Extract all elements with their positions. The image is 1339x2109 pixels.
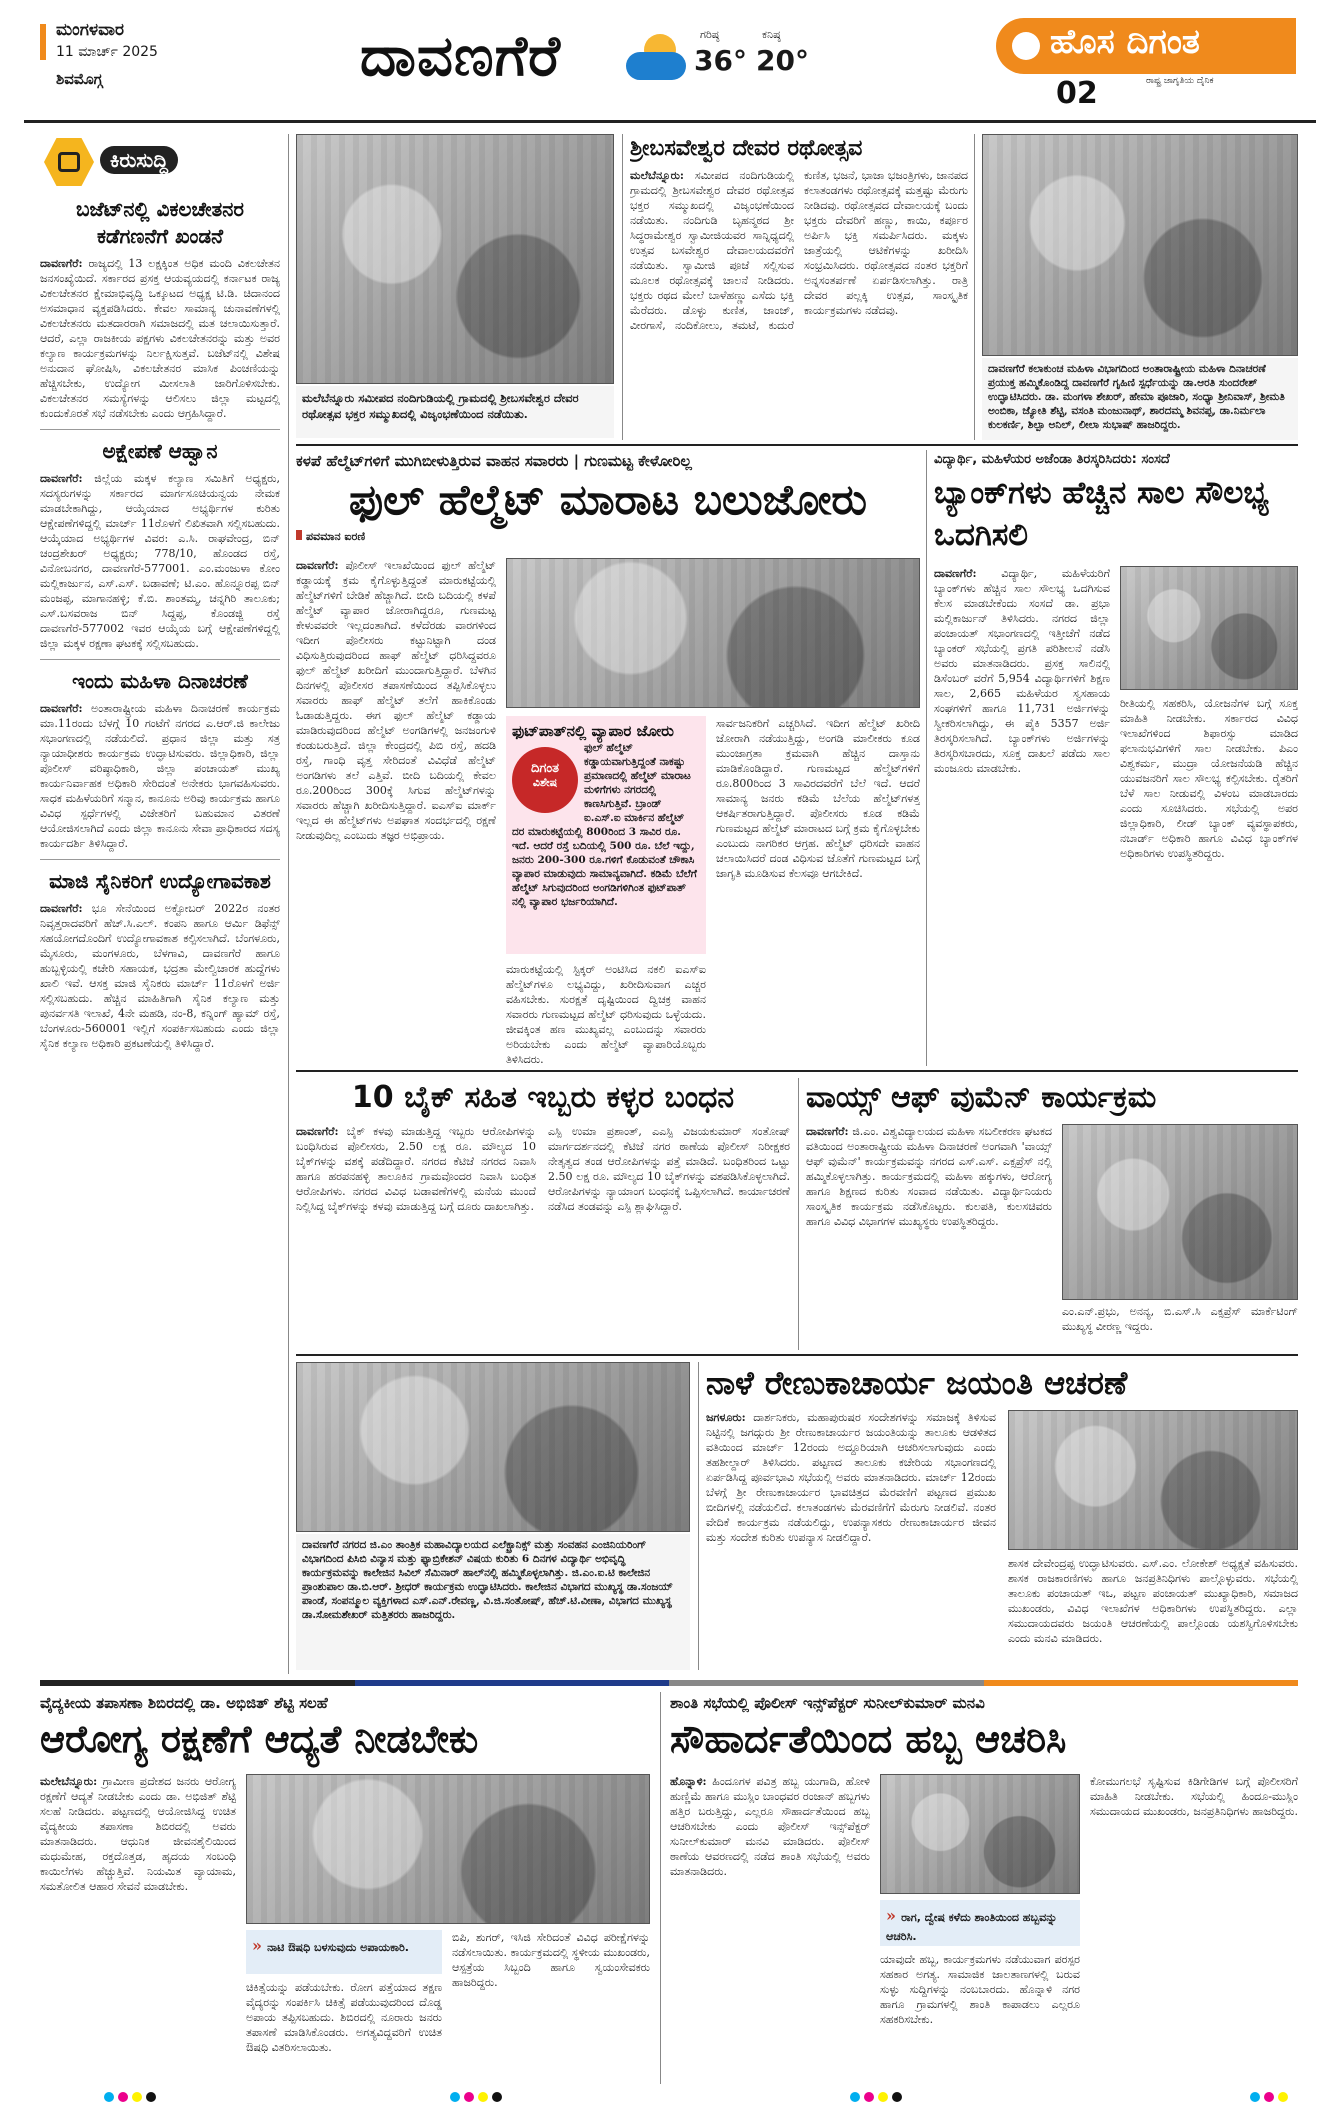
weather-icon: [622, 30, 692, 86]
column-divider: [798, 1078, 799, 1350]
divider: [40, 429, 280, 430]
renuka-meeting-photo: [1008, 1410, 1298, 1550]
sidebar-story-title: ಇಂದು ಮಹಿಳಾ ದಿನಾಚರಣೆ: [72, 669, 248, 693]
column-divider: [974, 134, 975, 440]
masthead-accent: [40, 24, 46, 60]
harmony-col2: ಯಾವುದೇ ಹಬ್ಬ, ಕಾರ್ಯಕ್ರಮಗಳು ನಡೆಯುವಾಗ ಪರಸ್ಪರ ಸಹಕಾರ ಅಗತ್ಯ. ಸಾಮಾಜಿಕ ಜಾಲತಾಣಗಳಲ್ಲಿ ಬರುವ ಸುಳ್ಳು ಸುದ್ದಿಗಳನ್ನು ನಂಬಬಾರದು. ಹೊನ್ನಾಳಿ ನಗರ ಹಾಗೂ ಗ್ರಾಮಗಳಲ್ಲಿ ಶಾಂತಿ ಕಾಪಾಡಲು ಎಲ್ಲರೂ ಸಹಕರಿಸಬೇಕು.: [880, 1953, 1080, 2026]
health-headline: ಆರೋಗ್ಯ ರಕ್ಷಣೆಗೆ ಆದ್ಯತೆ ನೀಡಬೇಕು: [40, 1717, 479, 1761]
women-headline: ವಾಯ್ಸ್ ಆಫ್ ವುಮೆನ್ ಕಾರ್ಯಕ್ರಮ: [806, 1080, 1157, 1115]
bike-headline: 10 ಬೈಕ್ ಸಹಿತ ಇಬ್ಬರು ಕಳ್ಳರ ಬಂಧನ: [351, 1080, 735, 1115]
harmony-kicker: ಶಾಂತಿ ಸಭೆಯಲ್ಲಿ ಪೊಲೀಸ್ ಇನ್ಸ್‌ಪೆಕ್ಟರ್ ಸುನೀಲ್‌ಕುಮಾರ್ ಮನವಿ: [670, 1694, 985, 1712]
harmony-col3: ಕೋಮುಗಲಭೆ ಸೃಷ್ಟಿಸುವ ಕಿಡಿಗೇಡಿಗಳ ಬಗ್ಗೆ ಪೊಲೀಸರಿಗೆ ಮಾಹಿತಿ ನೀಡಬೇಕು. ಸಭೆಯಲ್ಲಿ ಹಿಂದೂ-ಮುಸ್ಲಿಂ ಸಮುದಾಯದ ಮುಖಂಡರು, ಜನಪ್ರತಿನಿಧಿಗಳು ಹಾಜರಿದ್ದರು.: [1090, 1775, 1298, 1818]
helmet-col2: ಸಾರ್ವಜನಿಕರಿಗೆ ಎಚ್ಚರಿಸಿದೆ. ಇದೀಗ ಹೆಲ್ಮೆಟ್ ಖರೀದಿ ಜೋರಾಗಿ ನಡೆಯುತ್ತಿದ್ದು, ಅಂಗಡಿ ಮಾಲೀಕರು ಕೂಡ ಮುಂಜಾಗ್ರತಾ ಕ್ರಮವಾಗಿ ಹೆಚ್ಚಿನ ದಾಸ್ತಾನು ಮಾಡಿಕೊಂಡಿದ್ದಾರೆ. ಗುಣಮಟ್ಟದ ಹೆಲ್ಮೆಟ್‌ಗಳಿಗೆ ರೂ.800ರಿಂದ 3 ಸಾವಿರದವರೆಗೆ ಬೆಲೆ ಇದೆ. ಆದರೆ ಸಾಮಾನ್ಯ ಜನರು ಕಡಿಮೆ ಬೆಲೆಯ ಹೆಲ್ಮೆಟ್‌ಗಳತ್ತ ಆಕರ್ಷಿತರಾಗುತ್ತಿದ್ದಾರೆ. ಪೊಲೀಸರು ಕೂಡ ಕಡಿಮೆ ಗುಣಮಟ್ಟದ ಹೆಲ್ಮೆಟ್ ಮಾರಾಟದ ಬಗ್ಗೆ ಕ್ರಮ ಕೈಗೊಳ್ಳಬೇಕು ಎಂಬುದು ನಾಗರಿಕರ ಆಗ್ರಹ. ಹೆಲ್ಮೆಟ್ ಧರಿಸದೇ ವಾಹನ ಚಲಾಯಿಸಿದರೆ ದಂಡ ವಿಧಿಸುವ ಜೊತೆಗೆ ಗುಣಮಟ್ಟದ ಬಗ್ಗೆ ಜಾಗೃತಿ ಮೂಡಿಸುವ ಕೆಲಸವೂ ಆಗಬೇಕಿದೆ.: [716, 717, 920, 880]
chariot-story: [630, 134, 968, 440]
chariot-story-body: ಮಲೆಬೆನ್ನೂರು: ಸಮೀಪದ ನಂದಿಗುಡಿಯಲ್ಲಿ ಗ್ರಾಮದಲ್ಲಿ ಶ್ರೀಬಸವೇಶ್ವರ ದೇವರ ರಥೋತ್ಸವ ಭಕ್ತರ ಸಮ್ಮುಖದಲ್ಲಿ ವಿಜೃಂಭಣೆಯಿಂದ ನಡೆಯಿತು. ನಂದಿಗುಡಿ ಬೃಹನ್ಮಠದ ಶ್ರೀ ಸಿದ್ಧರಾಮೇಶ್ವರ ಸ್ವಾಮೀಜಿಯವರ ಸಾನ್ನಿಧ್ಯದಲ್ಲಿ ಉತ್ಸವ ಬಸವೇಶ್ವರ ದೇವಾಲಯದವರೆಗೆ ನಡೆಯಿತು. ಸ್ವಾಮೀಜಿ ಪೂಜೆ ಸಲ್ಲಿಸುವ ಮೂಲಕ ರಥೋತ್ಸವಕ್ಕೆ ಚಾಲನೆ ನೀಡಿದರು. ಭಕ್ತರು ರಥದ ಮೇಲೆ ಬಾಳೆಹಣ್ಣು ಎಸೆದು ಭಕ್ತಿ ಮೆರೆದರು. ಡೊಳ್ಳು ಕುಣಿತ, ಜಾಂಜ್, ವೀರಗಾಸೆ, ನಂದಿಕೋಲು, ತಮಟೆ, ಕುದುರೆ ಕುಣಿತ, ಭಜನೆ, ಭಾಜಾ ಭಜಂತ್ರಿಗಳು, ಜಾನಪದ ಕಲಾತಂಡಗಳು ರಥೋತ್ಸವಕ್ಕೆ ಮತ್ತಷ್ಟು ಮೆರುಗು ನೀಡಿದವು. ರಥೋತ್ಸವದ ದೇವಾಲಯಕ್ಕೆ ಬಂದು ಭಕ್ತರು ದೇವರಿಗೆ ಹಣ್ಣು, ಕಾಯಿ, ಕರ್ಪೂರ ಅರ್ಪಿಸಿ ಭಕ್ತಿ ಸಮರ್ಪಿಸಿದರು. ಮಕ್ಕಳು ಜಾತ್ರೆಯಲ್ಲಿ ಆಟಿಕೆಗಳನ್ನು ಖರೀದಿಸಿ ಸಂಭ್ರಮಿಸಿದರು. ರಥೋತ್ಸವದ ನಂತರ ಭಕ್ತರಿಗೆ ಅನ್ನಸಂತರ್ಪಣೆ ಏರ್ಪಡಿಸಲಾಗಿತ್ತು. ರಾತ್ರಿ ದೇವರ ಪಲ್ಲಕ್ಕಿ ಉತ್ಸವ, ಸಾಂಸ್ಕೃತಿಕ ಕಾರ್ಯಕ್ರಮಗಳು ನಡೆದವು.: [630, 169, 968, 332]
harmony-col1: ಹೊನ್ನಾಳಿ: ಹಿಂದೂಗಳ ಪವಿತ್ರ ಹಬ್ಬ ಯುಗಾದಿ, ಹೋಳಿ ಹುಣ್ಣಿಮೆ ಹಾಗೂ ಮುಸ್ಲಿಂ ಬಾಂಧವರ ರಂಜಾನ್ ಹಬ್ಬಗಳು ಹತ್ತಿರ ಬರುತ್ತಿದ್ದು, ಎಲ್ಲರೂ ಸೌಹಾರ್ದತೆಯಿಂದ ಹಬ್ಬ ಆಚರಿಸಬೇಕು ಎಂದು ಪೊಲೀಸ್ ಇನ್ಸ್‌ಪೆಕ್ಟರ್ ಸುನೀಲ್‌ಕುಮಾರ್ ಮನವಿ ಮಾಡಿದರು. ಪೊಲೀಸ್ ಠಾಣೆಯ ಆವರಣದಲ್ಲಿ ನಡೆದ ಶಾಂತಿ ಸಭೆಯಲ್ಲಿ ಅವರು ಮಾತನಾಡಿದರು.: [670, 1775, 870, 1878]
health-story: [40, 1692, 650, 2084]
city-title: ದಾವಣಗೆರೆ: [360, 24, 561, 89]
sidebar-story-body: ದಾವಣಗೆರೆ: ರಾಜ್ಯದಲ್ಲಿ 13 ಲಕ್ಷಕ್ಕಿಂತ ಅಧಿಕ ಮಂದಿ ವಿಕಲಚೇತನ ಜನಸಂಖ್ಯೆಯಿದೆ. ಸರ್ಕಾರದ ಪ್ರಸಕ್ತ ಆಯವ್ಯಯದಲ್ಲಿ ಕರ್ನಾಟಕ ರಾಜ್ಯ ವಿಕಲಚೇತನರ ಕ್ಷೇಮಾಭಿವೃದ್ಧಿ ಒಕ್ಕೂಟದ ಅಧ್ಯಕ್ಷ ಟಿ.ಡಿ. ಚಿದಾನಂದ ಅಸಮಾಧಾನ ವ್ಯಕ್ತಪಡಿಸಿದರು. ಕೇವಲ ಸಾಮಾನ್ಯ ಚುನಾವಣೆಗಳಲ್ಲಿ ವಿಕಲಚೇತನರು ಮತದಾರರಾಗಿ ಸಮಾಜದಲ್ಲಿ ಮತ ಚಲಾಯಿಸುತ್ತಾರೆ. ಆದರೆ, ಎಲ್ಲಾ ರಾಜಕೀಯ ಪಕ್ಷಗಳು ವಿಕಲಚೇತನರನ್ನು ಮತ್ತು ಅವರ ಕಲ್ಯಾಣ ಕಾರ್ಯಕ್ರಮಗಳನ್ನು ನಿರ್ಲಕ್ಷಿಸುತ್ತವೆ. ಬಜೆಟ್‌ನಲ್ಲಿ ವಿಶೇಷ ಅನುದಾನ ಘೋಷಿಸಿ, ವಿಕಲಚೇತನರ ಮಾಸಿಕ ಪಿಂಚಣಿಯನ್ನು ಹೆಚ್ಚಿಸಬೇಕು, ಉದ್ಯೋಗ ಮೀಸಲಾತಿ ಜಾರಿಗೊಳಿಸಬೇಕು. ವಿಕಲಚೇತನರ ಸಮಸ್ಯೆಗಳನ್ನು ಆಲಿಸಲು ಜಿಲ್ಲಾ ಮಟ್ಟದಲ್ಲಿ ಕುಂದುಕೊರತೆ ಸಭೆ ನಡೆಸಬೇಕು ಎಂದು ಆಗ್ರಹಿಸಿದ್ದಾರೆ.: [40, 257, 280, 420]
sidebar-kirusuddi: [40, 134, 280, 1674]
masthead-day: ಮಂಗಳವಾರ: [56, 20, 125, 40]
voice-of-women-story: [806, 1078, 1298, 1350]
helmet-byline: ಪವಮಾನ ಐರಣಿ: [296, 530, 920, 544]
women-caption: ಎಂ.ಎನ್.ಪ್ರಭು, ಅನನ್ಯ, ಬಿ.ಎಸ್.ಸಿ ಎಕ್ಸಪ್ರೆಸ್ ಮಾರ್ಕೆಟಿಂಗ್ ಮುಖ್ಯಸ್ಥ ವೀರಣ್ಣ ಇದ್ದರು.: [1062, 1305, 1298, 1333]
bank-col1: ದಾವಣಗೆರೆ: ವಿದ್ಯಾರ್ಥಿ, ಮಹಿಳೆಯರಿಗೆ ಬ್ಯಾಂಕ್‌ಗಳು ಹೆಚ್ಚಿನ ಸಾಲ ಸೌಲಭ್ಯ ಒದಗಿಸುವ ಕೆಲಸ ಮಾಡಬೇಕೆಂದು ಸಂಸದೆ ಡಾ. ಪ್ರಭಾ ಮಲ್ಲಿಕಾರ್ಜುನ್ ತಿಳಿಸಿದರು. ನಗರದ ಜಿಲ್ಲಾ ಪಂಚಾಯತ್ ಸಭಾಂಗಣದಲ್ಲಿ ಇತ್ತೀಚೆಗೆ ನಡೆದ ಬ್ಯಾಂಕರ್ ಸಭೆಯಲ್ಲಿ ಪ್ರಗತಿ ಪರಿಶೀಲನೆ ನಡೆಸಿ ಅವರು ಮಾತನಾಡಿದರು. ಪ್ರಸಕ್ತ ಸಾಲಿನಲ್ಲಿ ಡಿಸೆಂಬರ್ ವರೆಗೆ 5,954 ವಿದ್ಯಾರ್ಥಿಗಳಿಗೆ ಶಿಕ್ಷಣ ಸಾಲ, 2,665 ಮಹಿಳೆಯರ ಸ್ವಸಹಾಯ ಸಂಘಗಳಿಗೆ ಹಾಗೂ 11,731 ಅರ್ಜಿಗಳನ್ನು ಸ್ವೀಕರಿಸಲಾಗಿದ್ದು, ಈ ಪೈಕಿ 5357 ಅರ್ಜಿ ತಿರಸ್ಕರಿಸಲಾಗಿದೆ. ಬ್ಯಾಂಕ್‌ಗಳು ಅರ್ಜಿಗಳನ್ನು ತಿರಸ್ಕರಿಸಬಾರದು, ಸೂಕ್ತ ದಾಖಲೆ ಪಡೆದು ಸಾಲ ಮಂಜೂರು ಮಾಡಬೇಕು.: [934, 567, 1110, 775]
sidebar-story-body: ದಾವಣಗೆರೆ: ಭೂ ಸೇನೆಯಿಂದ ಅಕ್ಟೋಬರ್ 2022ರ ನಂತರ ನಿವೃತ್ತರಾದವರಿಗೆ ಹೆಚ್.ಸಿ.ಎಲ್. ಕಂಪನಿ ಹಾಗೂ ಆರ್ಮಿ ಡಿಫೆನ್ಸ್ ಸಹಯೋಗದೊಂದಿಗೆ ಉದ್ಯೋಗಾವಕಾಶ ಕಲ್ಪಿಸಲಾಗಿದೆ. ಬೆಂಗಳೂರು, ಮೈಸೂರು, ಮಂಗಳೂರು, ಬೆಳಗಾವಿ, ದಾವಣಗೆರೆ ಹಾಗೂ ಹುಬ್ಬಳ್ಳಿಯಲ್ಲಿ ಕಚೇರಿ ಸಹಾಯಕ, ಭದ್ರತಾ ಮೇಲ್ವಿಚಾರಕ ಹುದ್ದೆಗಳು ಖಾಲಿ ಇವೆ. ಆಸಕ್ತ ಮಾಜಿ ಸೈನಿಕರು ಮಾರ್ಚ್ 11ರೊಳಗೆ ಅರ್ಜಿ ಸಲ್ಲಿಸಬಹುದು. ಹೆಚ್ಚಿನ ಮಾಹಿತಿಗಾಗಿ ಸೈನಿಕ ಕಲ್ಯಾಣ ಮತ್ತು ಪುನರ್ವಸತಿ ಇಲಾಖೆ, 4ನೇ ಮಹಡಿ, ನಂ-8, ಕನ್ನಿಂಗ್ ಹ್ಯಾಮ್ ರಸ್ತೆ, ಬೆಂಗಳೂರು-560001 ಇಲ್ಲಿಗೆ ಸಂಪರ್ಕಿಸಬಹುದು ಎಂದು ಜಿಲ್ಲಾ ಸೈನಿಕ ಕಲ್ಯಾಣ ಅಧಿಕಾರಿ ಪ್ರಕಟಣೆಯಲ್ಲಿ ತಿಳಿಸಿದ್ದಾರೆ.: [40, 902, 280, 1050]
column-divider: [660, 1692, 661, 2084]
sidebar-story-2: [40, 438, 280, 651]
sidebar-story-title: ಮಾಜಿ ಸೈನಿಕರಿಗೆ ಉದ್ಯೋಗಾವಕಾಶ: [49, 869, 271, 893]
bike-col2: ಎಸ್ಪಿ ಉಮಾ ಪ್ರಶಾಂತ್, ಎಎಸ್ಪಿ ವಿಜಯಕುಮಾರ್ ಸಂತೋಷ್ ಮಾರ್ಗದರ್ಶನದಲ್ಲಿ ಕೆಟಿಜೆ ನಗರ ಠಾಣೆಯ ಪೊಲೀಸ್ ನಿರೀಕ್ಷಕರ ನೇತೃತ್ವದ ತಂಡ ಆರೋಪಿಗಳನ್ನು ಪತ್ತೆ ಮಾಡಿದೆ. ಬಂಧಿತರಿಂದ ಒಟ್ಟು 2.50 ಲಕ್ಷ ರೂ. ಮೌಲ್ಯದ 10 ಬೈಕ್‌ಗಳನ್ನು ವಶಪಡಿಸಿಕೊಳ್ಳಲಾಗಿದೆ. ಆರೋಪಿಗಳನ್ನು ನ್ಯಾಯಾಂಗ ಬಂಧನಕ್ಕೆ ಒಪ್ಪಿಸಲಾಗಿದೆ. ಕಾರ್ಯಾಚರಣೆ ನಡೆಸಿದ ತಂಡವನ್ನು ಎಸ್ಪಿ ಶ್ಲಾಘಿಸಿದ್ದಾರೆ.: [548, 1125, 790, 1213]
seal-top-text: ದಿಗಂತ: [530, 761, 560, 776]
health-camp-photo: [246, 1774, 650, 1924]
bank-meeting-photo: [1120, 566, 1298, 690]
column-divider: [288, 134, 289, 1674]
renuka-headline: ನಾಳೆ ರೇಣುಕಾಚಾರ್ಯ ಜಯಂತಿ ಆಚರಣೆ: [706, 1364, 1128, 1402]
helmet-col1: ದಾವಣಗೆರೆ: ಪೊಲೀಸ್ ಇಲಾಖೆಯಿಂದ ಫುಲ್ ಹೆಲ್ಮೆಟ್ ಕಡ್ಡಾಯಕ್ಕೆ ಕ್ರಮ ಕೈಗೊಳ್ಳುತ್ತಿದ್ದಂತೆ ಮಾರುಕಟ್ಟೆಯಲ್ಲಿ ಹೆಲ್ಮೆಟ್‌ಗಳಿಗೆ ಬೇಡಿಕೆ ಹೆಚ್ಚಾಗಿದೆ. ಬೀದಿ ಬದಿಯಲ್ಲಿ ಕಳಪೆ ಹೆಲ್ಮೆಟ್ ವ್ಯಾಪಾರ ಜೋರಾಗಿದ್ದರೂ, ಗುಣಮಟ್ಟ ಕೇಳುವವರೇ ಇಲ್ಲದಂತಾಗಿದೆ. ಕಳೆದೆರಡು ವಾರಗಳಿಂದ ಇದೀಗ ಪೊಲೀಸರು ಕಟ್ಟುನಿಟ್ಟಾಗಿ ದಂಡ ವಿಧಿಸುತ್ತಿರುವುದರಿಂದ ಹಾಫ್ ಹೆಲ್ಮೆಟ್ ಧರಿಸಿದ್ದವರೂ ಫುಲ್ ಹೆಲ್ಮೆಟ್ ಖರೀದಿಗೆ ಮುಂದಾಗುತ್ತಿದ್ದಾರೆ. ಬೆಳಗಿನ ದಿನಗಳಲ್ಲಿ ಪೊಲೀಸರ ತಪಾಸಣೆಯಿಂದ ತಪ್ಪಿಸಿಕೊಳ್ಳಲು ಸವಾರರು ಹಾಫ್ ಹೆಲ್ಮೆಟ್ ತಲೆಗೆ ಹಾಕಿಕೊಂಡು ಓಡಾಡುತ್ತಿದ್ದರು. ಈಗ ಫುಲ್ ಹೆಲ್ಮೆಟ್ ಕಡ್ಡಾಯ ಮಾಡಿರುವುದರಿಂದ ಹೆಲ್ಮೆಟ್ ಅಂಗಡಿಗಳಲ್ಲಿ ಜನಜಂಗುಳಿ ಕಂಡುಬರುತ್ತಿದೆ. ಜಿಲ್ಲಾ ಕೇಂದ್ರದಲ್ಲಿ ಪಿಬಿ ರಸ್ತೆ, ಹದಡಿ ರಸ್ತೆ, ಗಾಂಧಿ ವೃತ್ತ ಸೇರಿದಂತೆ ವಿವಿಧೆಡೆ ಹೆಲ್ಮೆಟ್ ಅಂಗಡಿಗಳು ತಲೆ ಎತ್ತಿವೆ. ಬೀದಿ ಬದಿಯಲ್ಲಿ ಕೇವಲ ರೂ.200ರಿಂದ 300ಕ್ಕೆ ಸಿಗುವ ಹೆಲ್ಮೆಟ್‌ಗಳನ್ನು ಸವಾರರು ಹೆಚ್ಚಾಗಿ ಖರೀದಿಸುತ್ತಿದ್ದಾರೆ. ಐಎಸ್‌ಐ ಮಾರ್ಕ್ ಇಲ್ಲದ ಈ ಹೆಲ್ಮೆಟ್‌ಗಳು ಅಪಘಾತ ಸಂದರ್ಭದಲ್ಲಿ ರಕ್ಷಣೆ ನೀಡುವುದಿಲ್ಲ ಎಂಬುದು ತಜ್ಞರ ಅಭಿಪ್ರಾಯ.: [296, 559, 496, 842]
lamp-icon: [1012, 32, 1040, 60]
masthead-date: 11 ಮಾರ್ಚ್ 2025: [56, 44, 158, 60]
bike-col1: ದಾವಣಗೆರೆ: ಬೈಕ್ ಕಳವು ಮಾಡುತ್ತಿದ್ದ ಇಬ್ಬರು ಆರೋಪಿಗಳನ್ನು ಬಂಧಿಸಿರುವ ಪೊಲೀಸರು, 2.50 ಲಕ್ಷ ರೂ. ಮೌಲ್ಯದ 10 ಬೈಕ್‌ಗಳನ್ನು ವಶಕ್ಕೆ ಪಡೆದಿದ್ದಾರೆ. ನಗರದ ಕೆಟಿಜೆ ನಗರದ ನಿವಾಸಿ ಹಾಗೂ ಹರಪನಹಳ್ಳಿ ತಾಲೂಕಿನ ಗ್ರಾಮವೊಂದರ ನಿವಾಸಿ ಬಂಧಿತ ಆರೋಪಿಗಳು. ನಗರದ ವಿವಿಧ ಬಡಾವಣೆಗಳಲ್ಲಿ ಮನೆಯ ಮುಂದೆ ನಿಲ್ಲಿಸಿದ್ದ ಬೈಕ್‌ಗಳನ್ನು ಕಳವು ಮಾಡುತ್ತಿದ್ದ ಬಗ್ಗೆ ದೂರು ದಾಖಲಾಗಿತ್ತು.: [296, 1125, 536, 1213]
helmet-sidebox: [506, 716, 706, 954]
page-number: 02: [1056, 76, 1098, 111]
chariot-festival-photo: [296, 134, 614, 384]
sidebar-story-title: ಅಕ್ಷೇಪಣೆ ಆಹ್ವಾನ: [102, 439, 218, 463]
sidebar-story-4: [40, 868, 280, 1051]
sidebox-text: ಫುಲ್ ಹೆಲ್ಮೆಟ್ ಕಡ್ಡಾಯವಾಗುತ್ತಿದ್ದಂತೆ ನಾಕಷ್ಟು ಪ್ರಮಾಣದಲ್ಲಿ ಹೆಲ್ಮೆಟ್ ಮಾರಾಟ ಮಳಿಗೆಗಳು ನಗರದಲ್ಲಿ ಕಾಣಸಿಗುತ್ತಿವೆ. ಬ್ರಾಂಡ್ ಐ.ಎಸ್.ಐ ಮಾರ್ಕಿನ ಹೆಲ್ಮೆಟ್ ದರ ಮಾರುಕಟ್ಟೆಯಲ್ಲಿ 800ರಿಂದ 3 ಸಾವಿರ ರೂ. ಇದೆ. ಆದರೆ ರಸ್ತೆ ಬದಿಯಲ್ಲಿ 500 ರೂ. ಬೆಲೆ ಇದ್ದು, ಜನರು 200-300 ರೂ.ಗಳಿಗೆ ಕೊಡುವಂತೆ ಚೌಕಾಸಿ ವ್ಯಾಪಾರ ಮಾಡುವುದು ಸಾಮಾನ್ಯವಾಗಿದೆ. ಕಡಿಮೆ ಬೆಲೆಗೆ ಹೆಲ್ಮೆಟ್ ಸಿಗುವುದರಿಂದ ಅಂಗಡಿಗಳಿಗಿಂತ ಫುಟ್‌ಪಾತ್ ನಲ್ಲಿ ವ್ಯಾಪಾರ ಭರ್ಜರಿಯಾಗಿದೆ.: [512, 742, 697, 908]
renuka-col2: ಶಾಸಕ ದೇವೇಂದ್ರಪ್ಪ ಉದ್ಘಾಟಿಸುವರು. ಎಸ್.ಎಂ. ಲೋಕೇಶ್ ಅಧ್ಯಕ್ಷತೆ ವಹಿಸುವರು. ಶಾಸಕ ರಾಜಕಾರಣಿಗಳು ಹಾಗೂ ಜನಪ್ರತಿನಿಧಿಗಳು ಪಾಲ್ಗೊಳ್ಳುವರು. ಸಭೆಯಲ್ಲಿ ತಾಲೂಕು ಪಂಚಾಯತ್ ಇಒ, ಪಟ್ಟಣ ಪಂಚಾಯತ್ ಮುಖ್ಯಾಧಿಕಾರಿ, ಸಮಾಜದ ಮುಖಂಡರು, ವಿವಿಧ ಇಲಾಖೆಗಳ ಅಧಿಕಾರಿಗಳು ಉಪಸ್ಥಿತರಿದ್ದರು. ಎಲ್ಲಾ ಸಮುದಾಯದವರು ಜಯಂತಿ ಆಚರಣೆಯಲ್ಲಿ ಪಾಲ್ಗೊಂಡು ಯಶಸ್ವಿಗೊಳಿಸಬೇಕು ಎಂದು ಮನವಿ ಮಾಡಿದರು.: [1008, 1557, 1298, 1645]
harmony-story: [670, 1692, 1298, 2084]
paper-tagline: ರಾಷ್ಟ್ರ ಜಾಗೃತಿಯ ದೈನಿಕ: [1146, 76, 1214, 86]
sidebar-story-body: ದಾವಣಗೆರೆ: ಜಿಲ್ಲೆಯ ಮಕ್ಕಳ ಕಲ್ಯಾಣ ಸಮಿತಿಗೆ ಅಧ್ಯಕ್ಷರು, ಸದಸ್ಯರುಗಳನ್ನು ಸರ್ಕಾರದ ಮಾರ್ಗಸೂಚಿಯನ್ವಯ ನೇಮಕ ಮಾಡಬೇಕಾಗಿದ್ದು, ಆಯ್ಕೆಯಾದ ಅಭ್ಯರ್ಥಿಗಳ ಕುರಿತು ಆಕ್ಷೇಪಣೆಗಳಿದ್ದಲ್ಲಿ ಮಾರ್ಚ್ 11ರೊಳಗೆ ಲಿಖಿತವಾಗಿ ಸಲ್ಲಿಸಬಹುದು. ಆಯ್ಕೆಯಾದ ಅಭ್ಯರ್ಥಿಗಳ ವಿವರ: ಎ.ಸಿ. ರಾಘವೇಂದ್ರ, ಬಿನ್ ಚಂದ್ರಶೇಖರ್ ಅಧ್ಯಕ್ಷರು; 778/10, ಹೊಂಡದ ರಸ್ತೆ, ವಿನೋಬನಗರ, ದಾವಣಗೆರೆ-577001. ಎಂ.ಮಂಜುಳಾ ಕೋಂ ಮಲ್ಲಿಕಾರ್ಜುನ, ಎಸ್.ಎಸ್. ಬಡಾವಣೆ; ಟಿ.ಎಂ. ಹೊನ್ನೂರಪ್ಪ ಬಿನ್ ಮಂಜಪ್ಪ, ಮಾಗಾನಹಳ್ಳಿ; ಕೆ.ಬಿ. ಶಾಂತಮ್ಮ, ಚನ್ನಗಿರಿ ತಾಲೂಕು; ಎಸ್.ಬಸವರಾಜ ಬಿನ್ ಸಿದ್ದಪ್ಪ, ಕೊಂಡಜ್ಜಿ ರಸ್ತೆ ದಾವಣಗೆರೆ-577002 ಇವರ ಆಯ್ಕೆಯ ಬಗ್ಗೆ ಆಕ್ಷೇಪಣೆಗಳಿದ್ದಲ್ಲಿ ಜಿಲ್ಲಾ ಮಕ್ಕಳ ರಕ್ಷಣಾ ಘಟಕಕ್ಕೆ ಸಲ್ಲಿಸಬಹುದು.: [40, 472, 280, 650]
harmony-headline: ಸೌಹಾರ್ದತೆಯಿಂದ ಹಬ್ಬ ಆಚರಿಸಿ: [670, 1717, 1067, 1761]
women-group-photo: [982, 134, 1298, 356]
column-divider: [622, 134, 623, 440]
min-temp: 20°: [756, 44, 809, 77]
chariot-festival-caption: ಮಲೆಬೆನ್ನೂರು ಸಮೀಪದ ನಂದಿಗುಡಿಯಲ್ಲಿ ಗ್ರಾಮದಲ್ಲಿ ಶ್ರೀಬಸವೇಶ್ವರ ದೇವರ ರಥೋತ್ಸವ ಭಕ್ತರ ಸಮ್ಮುಖದಲ್ಲಿ ವಿಜೃಂಭಣೆಯಿಂದ ನಡೆಯಿತು.: [296, 386, 614, 438]
helmet-col3: ಮಾರುಕಟ್ಟೆಯಲ್ಲಿ ಸ್ಟಿಕ್ಕರ್ ಅಂಟಿಸಿದ ನಕಲಿ ಐಎಸ್‌ಐ ಹೆಲ್ಮೆಟ್‌ಗಳೂ ಲಭ್ಯವಿದ್ದು, ಖರೀದಿಸುವಾಗ ಎಚ್ಚರ ವಹಿಸಬೇಕು. ಸುರಕ್ಷತೆ ದೃಷ್ಟಿಯಿಂದ ದ್ವಿಚಕ್ರ ವಾಹನ ಸವಾರರು ಗುಣಮಟ್ಟದ ಹೆಲ್ಮೆಟ್ ಧರಿಸುವುದು ಒಳ್ಳೆಯದು. ಜೀವಕ್ಕಿಂತ ಹಣ ಮುಖ್ಯವಲ್ಲ ಎಂಬುದನ್ನು ಸವಾರರು ಅರಿಯಬೇಕು ಎಂದು ಹೆಲ್ಮೆಟ್ ವ್ಯಾಪಾರಿಯೊಬ್ಬರು ತಿಳಿಸಿದರು.: [506, 963, 706, 1066]
chariot-story-title: ಶ್ರೀಬಸವೇಶ್ವರ ದೇವರ ರಥೋತ್ಸವ: [630, 136, 863, 161]
max-temp: 36°: [694, 44, 747, 77]
bank-col2: ರೀತಿಯಲ್ಲಿ ಸಹಕರಿಸಿ, ಯೋಜನೆಗಳ ಬಗ್ಗೆ ಸೂಕ್ತ ಮಾಹಿತಿ ನೀಡಬೇಕು. ಸರ್ಕಾರದ ವಿವಿಧ ಇಲಾಖೆಗಳಿಂದ ಶಿಫಾರಸ್ಸು ಮಾಡಿದ ಫಲಾನುಭವಿಗಳಿಗೆ ಸಾಲ ನೀಡಬೇಕು. ಪಿಎಂ ವಿಶ್ವಕರ್ಮ, ಮುದ್ರಾ ಯೋಜನೆಯಡಿ ಹೆಚ್ಚಿನ ಯುವಜನರಿಗೆ ಸಾಲ ಸೌಲಭ್ಯ ಕಲ್ಪಿಸಬೇಕು. ರೈತರಿಗೆ ಬೆಳೆ ಸಾಲ ನೀಡುವಲ್ಲಿ ವಿಳಂಬ ಮಾಡಬಾರದು ಎಂದು ಸೂಚಿಸಿದರು. ಸಭೆಯಲ್ಲಿ ಅಪರ ಜಿಲ್ಲಾಧಿಕಾರಿ, ಲೀಡ್ ಬ್ಯಾಂಕ್ ವ್ಯವಸ್ಥಾಪಕರು, ನಬಾರ್ಡ್ ಅಧಿಕಾರಿ ಹಾಗೂ ವಿವಿಧ ಬ್ಯಾಂಕ್‌ಗಳ ಅಧಿಕಾರಿಗಳು ಉಪಸ್ಥಿತರಿದ್ದರು.: [1120, 697, 1298, 860]
health-col1: ಮಲೇಬೆನ್ನೂರು: ಗ್ರಾಮೀಣ ಪ್ರದೇಶದ ಜನರು ಆರೋಗ್ಯ ರಕ್ಷಣೆಗೆ ಆದ್ಯತೆ ನೀಡಬೇಕು ಎಂದು ಡಾ. ಅಭಿಜಿತ್ ಶೆಟ್ಟಿ ಸಲಹೆ ನೀಡಿದರು. ಪಟ್ಟಣದಲ್ಲಿ ಆಯೋಜಿಸಿದ್ದ ಉಚಿತ ವೈದ್ಯಕೀಯ ತಪಾಸಣಾ ಶಿಬಿರದಲ್ಲಿ ಅವರು ಮಾತನಾಡಿದರು. ಆಧುನಿಕ ಜೀವನಶೈಲಿಯಿಂದ ಮಧುಮೇಹ, ರಕ್ತದೊತ್ತಡ, ಹೃದಯ ಸಂಬಂಧಿ ಕಾಯಿಲೆಗಳು ಹೆಚ್ಚುತ್ತಿವೆ. ನಿಯಮಿತ ವ್ಯಾಯಾಮ, ಸಮತೋಲಿತ ಆಹಾರ ಸೇವನೆ ಮಾಡಬೇಕು.: [40, 1775, 236, 1893]
bike-story: [296, 1078, 790, 1350]
section-rule: [296, 1354, 1298, 1356]
column-divider: [698, 1362, 699, 1670]
sidebar-story-1: [40, 196, 280, 421]
section-rule: [296, 444, 1298, 446]
health-pullquote: » ನಾಟಿ ಔಷಧಿ ಬಳಸುವುದು ಅಪಾಯಕಾರಿ.: [246, 1930, 442, 1974]
masthead-rule: [24, 120, 1316, 123]
kirusuddi-badge: [40, 134, 280, 188]
bank-story: [934, 450, 1298, 1066]
renuka-col1: ಜಗಳೂರು: ದಾರ್ಶನಿಕರು, ಮಹಾಪುರುಷರ ಸಂದೇಶಗಳನ್ನು ಸಮಾಜಕ್ಕೆ ತಿಳಿಸುವ ನಿಟ್ಟಿನಲ್ಲಿ ಜಗದ್ಗುರು ಶ್ರೀ ರೇಣುಕಾಚಾರ್ಯರ ಜಯಂತಿಯನ್ನು ತಾಲೂಕು ಆಡಳಿತದ ವತಿಯಿಂದ ಮಾರ್ಚ್ 12ರಂದು ಅದ್ದೂರಿಯಾಗಿ ಆಚರಿಸಲಾಗುವುದು ಎಂದು ತಹಶೀಲ್ದಾರ್ ತಿಳಿಸಿದರು. ಪಟ್ಟಣದ ತಾಲೂಕು ಕಚೇರಿಯ ಸಭಾಂಗಣದಲ್ಲಿ ಏರ್ಪಡಿಸಿದ್ದ ಪೂರ್ವಭಾವಿ ಸಭೆಯಲ್ಲಿ ಅವರು ಮಾತನಾಡಿದರು. ಮಾರ್ಚ್ 12ರಂದು ಬೆಳಗ್ಗೆ ಶ್ರೀ ರೇಣುಕಾಚಾರ್ಯರ ಭಾವಚಿತ್ರದ ಮೆರವಣಿಗೆ ಪಟ್ಟಣದ ಪ್ರಮುಖ ಬೀದಿಗಳಲ್ಲಿ ನಡೆಯಲಿದೆ. ಕಲಾತಂಡಗಳು ಮೆರವಣಿಗೆಗೆ ಮೆರುಗು ನೀಡಲಿವೆ. ನಂತರ ವೇದಿಕೆ ಕಾರ್ಯಕ್ರಮ ನಡೆಯಲಿದ್ದು, ಉಪನ್ಯಾಸಕರು ರೇಣುಕಾಚಾರ್ಯರ ಜೀವನ ಮತ್ತು ಸಂದೇಶ ಕುರಿತು ಉಪನ್ಯಾಸ ನೀಡಲಿದ್ದಾರೆ.: [706, 1411, 996, 1544]
peace-meeting-photo: [880, 1774, 1080, 1894]
bank-headline: ಬ್ಯಾಂಕ್‌ಗಳು ಹೆಚ್ಚಿನ ಸಾಲ ಸೌಲಭ್ಯ ಒದಗಿಸಲಿ: [934, 475, 1269, 553]
registration-marks-left: [104, 2092, 156, 2102]
byline-marker: [296, 530, 302, 540]
helmet-headline: ಫುಲ್ ಹೆಲ್ಮೆಟ್ ಮಾರಾಟ ಬಲುಜೋರು: [348, 475, 867, 524]
section-rule: [296, 1070, 1298, 1072]
quote-marker-icon: »: [252, 1936, 262, 1955]
paper-logo: [996, 18, 1296, 118]
women-body: ದಾವಣಗೆರೆ: ಜಿ.ಎಂ. ವಿಶ್ವವಿದ್ಯಾಲಯದ ಮಹಿಳಾ ಸಬಲೀಕರಣ ಘಟಕದ ವತಿಯಿಂದ ಅಂತಾರಾಷ್ಟ್ರೀಯ ಮಹಿಳಾ ದಿನಾಚರಣೆ ಅಂಗವಾಗಿ 'ವಾಯ್ಸ್ ಆಫ್ ವುಮೆನ್' ಕಾರ್ಯಕ್ರಮವನ್ನು ನಗರದ ಎಸ್.ಎಸ್. ಎಕ್ಸಪ್ರೆಸ್ ನಲ್ಲಿ ಹಮ್ಮಿಕೊಳ್ಳಲಾಗಿತ್ತು. ಕಾರ್ಯಕ್ರಮದಲ್ಲಿ ಮಹಿಳಾ ಹಕ್ಕುಗಳು, ಆರೋಗ್ಯ ಹಾಗೂ ಶಿಕ್ಷಣದ ಕುರಿತು ಸಂವಾದ ನಡೆಯಿತು. ವಿದ್ಯಾರ್ಥಿನಿಯರು ಸಾಂಸ್ಕೃತಿಕ ಕಾರ್ಯಕ್ರಮ ನಡೆಸಿಕೊಟ್ಟರು. ಕುಲಪತಿ, ಕುಲಸಚಿವರು ಹಾಗೂ ವಿವಿಧ ವಿಭಾಗಗಳ ಮುಖ್ಯಸ್ಥರು ಉಪಸ್ಥಿತರಿದ್ದರು.: [806, 1125, 1052, 1228]
helmet-story: [296, 450, 920, 1066]
sidebar-story-title: ಬಜೆಟ್‌ನಲ್ಲಿ ವಿಕಲಚೇತನರ ಕಡೆಗಣನೆಗೆ ಖಂಡನೆ: [76, 197, 244, 248]
quote-marker-icon: »: [886, 1906, 896, 1925]
college-event-photo: [296, 1362, 690, 1532]
divider: [40, 859, 280, 860]
health-col3: ಬಿಪಿ, ಶುಗರ್, ಇಸಿಜಿ ಸೇರಿದಂತೆ ವಿವಿಧ ಪರೀಕ್ಷೆಗಳನ್ನು ನಡೆಸಲಾಯಿತು. ಕಾರ್ಯಕ್ರಮದಲ್ಲಿ ಸ್ಥಳೀಯ ಮುಖಂಡರು, ಆಸ್ಪತ್ರೆಯ ಸಿಬ್ಬಂದಿ ಹಾಗೂ ಸ್ವಯಂಸೇವಕರು ಹಾಜರಿದ್ದರು.: [452, 1931, 650, 1989]
helmet-shop-photo: [506, 558, 920, 708]
renuka-story: [706, 1362, 1298, 1670]
registration-marks-right: [1250, 2092, 1288, 2102]
health-col2: ಚಿಕಿತ್ಸೆಯನ್ನು ಪಡೆಯಬೇಕು. ರೋಗ ಪತ್ತೆಯಾದ ತಕ್ಷಣ ವೈದ್ಯರನ್ನು ಸಂಪರ್ಕಿಸಿ ಚಿಕಿತ್ಸೆ ಪಡೆಯುವುದರಿಂದ ದೊಡ್ಡ ಅಪಾಯ ತಪ್ಪಿಸಬಹುದು. ಶಿಬಿರದಲ್ಲಿ ನೂರಾರು ಜನರು ತಪಾಸಣೆ ಮಾಡಿಸಿಕೊಂಡರು. ಅಗತ್ಯವಿದ್ದವರಿಗೆ ಉಚಿತ ಔಷಧಿ ವಿತರಿಸಲಾಯಿತು.: [246, 1981, 442, 2054]
women-event-photo: [1062, 1124, 1298, 1300]
seal-bottom-text: ವಿಶೇಷ: [532, 776, 558, 789]
digantha-seal: [512, 747, 578, 813]
min-temp-label: ಕನಿಷ್ಠ: [762, 28, 781, 41]
health-kicker: ವೈದ್ಯಕೀಯ ತಪಾಸಣಾ ಶಿಬಿರದಲ್ಲಿ ಡಾ. ಅಭಿಜಿತ್ ಶೆಟ್ಟಿ ಸಲಹೆ: [40, 1694, 328, 1712]
max-temp-label: ಗರಿಷ್ಠ: [700, 28, 720, 41]
column-divider: [926, 450, 927, 1066]
kirusuddi-label: ಕಿರುಸುದ್ದಿ: [100, 146, 178, 174]
color-band: [40, 1680, 1298, 1686]
sidebox-title: ಫುಟ್‌ಪಾತ್‌ನಲ್ಲಿ ವ್ಯಾಪಾರ ಜೋರು: [512, 722, 674, 740]
harmony-pullquote: » ರಾಗ, ದ್ವೇಷ ಕಳೆದು ಶಾಂತಿಯಿಂದ ಹಬ್ಬವನ್ನು ಆಚರಿಸಿ.: [880, 1900, 1080, 1946]
registration-marks-mid: [850, 2092, 902, 2102]
divider: [40, 659, 280, 660]
college-event-caption: ದಾವಣಗೆರೆ ನಗರದ ಜಿ.ಎಂ ತಾಂತ್ರಿಕ ಮಹಾವಿದ್ಯಾಲಯದ ಎಲೆಕ್ಟ್ರಾನಿಕ್ಸ್ ಮತ್ತು ಸಂವಹನ ಎಂಜಿನಿಯರಿಂಗ್ ವಿಭಾಗದಿಂದ ಪಿಸಿಬಿ ವಿನ್ಯಾಸ ಮತ್ತು ಫ್ಯಾಬ್ರಿಕೇಶನ್ ವಿಷಯ ಕುರಿತು 6 ದಿನಗಳ ವಿದ್ಯಾರ್ಥಿ ಅಭಿವೃದ್ಧಿ ಕಾರ್ಯಕ್ರಮವನ್ನು ಕಾಲೇಜಿನ ಸಿವಿಲ್ ಸೆಮಿನಾರ್ ಹಾಲ್‌ನಲ್ಲಿ ಹಮ್ಮಿಕೊಳ್ಳಲಾಗಿತ್ತು. ಜಿ.ಎಂ.ಐ.ಟಿ ಕಾಲೇಜಿನ ಪ್ರಾಂಶುಪಾಲ ಡಾ.ಬಿ.ಆರ್. ಶ್ರೀಧರ್ ಕಾರ್ಯಕ್ರಮ ಉದ್ಘಾಟಿಸಿದರು. ಕಾಲೇಜಿನ ವಿಭಾಗದ ಮುಖ್ಯಸ್ಥ ಡಾ.ಸಂಜಯ್ ಪಾಂಡೆ, ಸಂಪನ್ಮೂಲ ವ್ಯಕ್ತಿಗಳಾದ ಎಸ್.ಎನ್.ರೇವಣ್ಣ, ವಿ.ಜಿ.ಸಂತೋಷ್, ಹೆಚ್.ಟಿ.ವೀಣಾ, ವಿಭಾಗದ ಮುಖ್ಯಸ್ಥ ಡಾ.ಸೋಮಶೇಖರ್ ಮತ್ತಿತರರು ಹಾಜರಿದ್ದರು.: [296, 1534, 690, 1670]
paper-name: ಹೊಸ ದಿಗಂತ: [1050, 22, 1200, 62]
pointing-hand-icon: [44, 138, 94, 186]
sidebar-story-body: ದಾವಣಗೆರೆ: ಅಂತಾರಾಷ್ಟ್ರೀಯ ಮಹಿಳಾ ದಿನಾಚರಣೆ ಕಾರ್ಯಕ್ರಮ ಮಾ.11ರಂದು ಬೆಳಗ್ಗೆ 10 ಗಂಟೆಗೆ ನಗರದ ಎ.ಆರ್.ಜಿ ಕಾಲೇಜು ಸಭಾಂಗಣದಲ್ಲಿ ನಡೆಯಲಿದೆ. ಪ್ರಧಾನ ಜಿಲ್ಲಾ ಮತ್ತು ಸತ್ರ ನ್ಯಾಯಾಧೀಶರು ಕಾರ್ಯಕ್ರಮ ಉದ್ಘಾಟಿಸುವರು. ಜಿಲ್ಲಾಧಿಕಾರಿ, ಜಿಲ್ಲಾ ಪೊಲೀಸ್ ವರಿಷ್ಠಾಧಿಕಾರಿ, ಜಿಲ್ಲಾ ಪಂಚಾಯತ್ ಮುಖ್ಯ ಕಾರ್ಯನಿರ್ವಾಹಕ ಅಧಿಕಾರಿ ಸೇರಿದಂತೆ ಅನೇಕರು ಭಾಗವಹಿಸುವರು. ಸಾಧಕ ಮಹಿಳೆಯರಿಗೆ ಸನ್ಮಾನ, ಕಾನೂನು ಅರಿವು ಕಾರ್ಯಕ್ರಮ ಹಾಗೂ ವಿವಿಧ ಸ್ಪರ್ಧೆಗಳಲ್ಲಿ ವಿಜೇತರಿಗೆ ಬಹುಮಾನ ವಿತರಣೆ ಆಯೋಜಿಸಲಾಗಿದೆ ಎಂದು ಜಿಲ್ಲಾ ಕಾನೂನು ಸೇವಾ ಪ್ರಾಧಿಕಾರದ ಸದಸ್ಯ ಕಾರ್ಯದರ್ಶಿ ತಿಳಿಸಿದ್ದಾರೆ.: [40, 702, 280, 850]
bank-kicker: ವಿದ್ಯಾರ್ಥಿ, ಮಹಿಳೆಯರ ಅಜೆಂಡಾ ತಿರಸ್ಕರಿಸಿದರು: ಸಂಸದೆ: [934, 452, 1170, 467]
masthead-edition: ಶಿವಮೊಗ್ಗ: [56, 70, 103, 88]
sidebar-story-3: [40, 668, 280, 851]
registration-marks-center: [450, 2092, 502, 2102]
masthead: [0, 0, 1339, 132]
women-group-caption: ದಾವಣಗೆರೆ ಕಲಾಕುಂಚ ಮಹಿಳಾ ವಿಭಾಗದಿಂದ ಅಂತಾರಾಷ್ಟ್ರೀಯ ಮಹಿಳಾ ದಿನಾಚರಣೆ ಪ್ರಯುಕ್ತ ಹಮ್ಮಿಕೊಂಡಿದ್ದ ದಾವಣಗೆರೆ ಗೃಹಿಣಿ ಸ್ಪರ್ಧೆಯನ್ನು ಡಾ.ಆರತಿ ಸುಂದರೇಶ್ ಉದ್ಘಾಟಿಸಿದರು. ಡಾ. ಮಂಗಳಾ ಶೇಖರ್, ಹೇಮಾ ಪೂಜಾರಿ, ಸಂಧ್ಯಾ ಶ್ರೀನಿವಾಸ್, ಶ್ರೀಮತಿ ಅಂಬಿಕಾ, ಜ್ಯೋತಿ ಶೆಟ್ಟಿ, ವಸಂತಿ ಮಂಜುನಾಥ್, ಶಾರದಮ್ಮ ಶಿವನಪ್ಪ, ಡಾ.ನಿರ್ಮಲಾ ಕುಲಕರ್ಣಿ, ಶಿಲ್ಪಾ ಅನಿಲ್, ಲೀಲಾ ಸುಭಾಷ್ ಹಾಜರಿದ್ದರು.: [982, 358, 1298, 440]
helmet-kicker: ಕಳಪೆ ಹೆಲ್ಮೆಟ್‌ಗಳಿಗೆ ಮುಗಿಬೀಳುತ್ತಿರುವ ವಾಹನ ಸವಾರರು | ಗುಣಮಟ್ಟ ಕೇಳೋರಿಲ್ಲ: [296, 452, 692, 470]
